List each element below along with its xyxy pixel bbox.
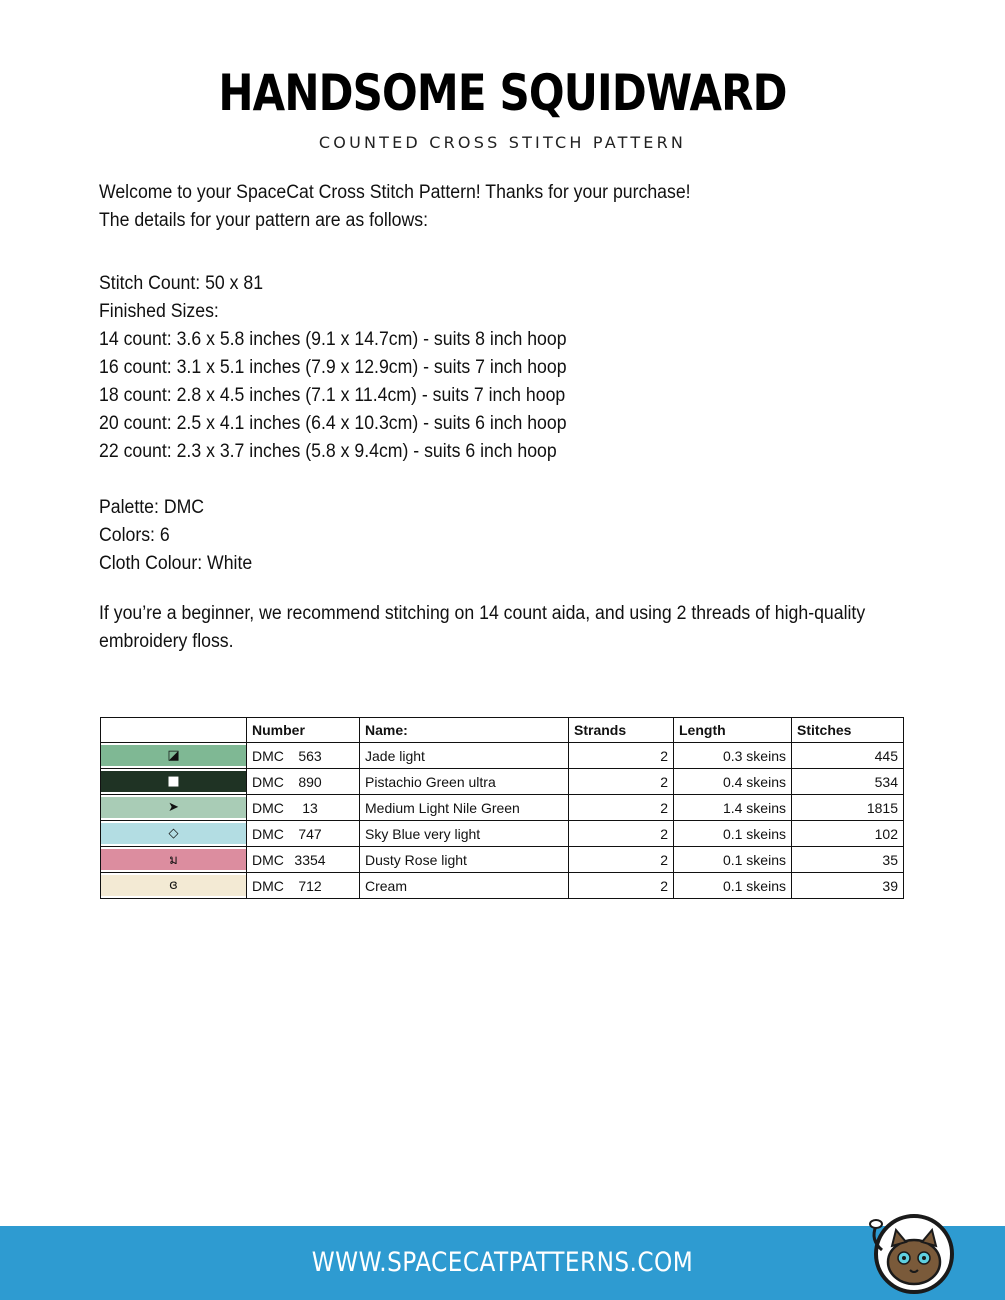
beginner-advice (99, 600, 866, 656)
floss-stitches: 1815 (792, 795, 904, 821)
header-stitches: Stitches (792, 718, 904, 743)
floss-length: 1.4 skeins (674, 795, 792, 821)
table-row (101, 795, 904, 821)
size-line: 18 count: 2.8 x 4.5 inches (7.1 x 11.4cm) - suits 7 inch hoop (99, 385, 566, 406)
floss-number-cell (247, 743, 360, 769)
color-swatch-cell (101, 743, 247, 769)
color-swatch-cell (101, 847, 247, 873)
header-swatch (101, 718, 247, 743)
intro-line: The details for your pattern are as follows: (99, 210, 429, 231)
floss-strands: 2 (569, 743, 674, 769)
table-row (101, 743, 904, 769)
floss-brand: DMC (252, 877, 284, 894)
stitch-symbol-icon: ◇ (168, 826, 179, 841)
stitch-count: Stitch Count: 50 x 81 (99, 273, 264, 294)
floss-brand: DMC (252, 851, 284, 868)
floss-number: 13 (302, 799, 318, 816)
table-row (101, 873, 904, 899)
floss-strands: 2 (569, 873, 674, 899)
floss-number-cell (247, 821, 360, 847)
floss-stitches: 35 (792, 847, 904, 873)
floss-name: Dusty Rose light (360, 847, 569, 873)
floss-table (100, 717, 904, 899)
stitch-symbol-icon: ◪ (167, 748, 180, 763)
pattern-details (99, 270, 862, 466)
table-header-row (101, 718, 904, 743)
color-swatch-cell (101, 769, 247, 795)
floss-strands: 2 (569, 847, 674, 873)
floss-number-cell (247, 873, 360, 899)
floss-length: 0.1 skeins (674, 847, 792, 873)
cloth-line: Cloth Colour: White (99, 553, 253, 574)
floss-brand: DMC (252, 773, 284, 790)
size-line: 16 count: 3.1 x 5.1 inches (7.9 x 12.9cm) - suits 7 inch hoop (99, 357, 567, 378)
stitch-symbol-icon: ม (169, 853, 178, 868)
intro-line: Welcome to your SpaceCat Cross Stitch Pattern! Thanks for your purchase! (99, 182, 691, 203)
advice-line: If you’re a beginner, we recommend stitching on 14 count aida, and using 2 threads of high-quality (99, 603, 866, 624)
color-swatch (101, 745, 246, 766)
size-line: 20 count: 2.5 x 4.1 inches (6.4 x 10.3cm) - suits 6 inch hoop (99, 413, 567, 434)
size-line: 22 count: 2.3 x 3.7 inches (5.8 x 9.4cm) - suits 6 inch hoop (99, 441, 557, 462)
color-swatch (101, 849, 246, 870)
intro-text (99, 179, 862, 235)
color-swatch (101, 797, 246, 818)
header-strands: Strands (569, 718, 674, 743)
table-row (101, 821, 904, 847)
color-swatch-cell (101, 873, 247, 899)
floss-length: 0.4 skeins (674, 769, 792, 795)
floss-number-cell (247, 795, 360, 821)
footer-bar (0, 1226, 1005, 1300)
header-name: Name: (360, 718, 569, 743)
header-number: Number (247, 718, 360, 743)
floss-number: 890 (298, 773, 322, 790)
footer-url[interactable]: WWW.SPACECATPATTERNS.COM (311, 1247, 694, 1278)
stitch-symbol-icon: ■ (167, 774, 180, 789)
floss-number-cell (247, 769, 360, 795)
floss-number: 3354 (294, 851, 326, 868)
color-swatch (101, 823, 246, 844)
floss-number: 563 (298, 747, 322, 764)
table-row (101, 769, 904, 795)
palette-details (99, 494, 862, 578)
floss-number: 712 (298, 877, 322, 894)
advice-line: embroidery floss. (99, 631, 234, 652)
floss-strands: 2 (569, 769, 674, 795)
color-swatch-cell (101, 795, 247, 821)
pattern-title: HANDSOME SQUIDWARD (218, 64, 787, 122)
floss-brand: DMC (252, 825, 284, 842)
color-swatch-cell (101, 821, 247, 847)
floss-number: 747 (298, 825, 322, 842)
floss-stitches: 534 (792, 769, 904, 795)
floss-stitches: 445 (792, 743, 904, 769)
floss-name: Cream (360, 873, 569, 899)
floss-stitches: 102 (792, 821, 904, 847)
colors-line: Colors: 6 (99, 525, 170, 546)
floss-stitches: 39 (792, 873, 904, 899)
floss-brand: DMC (252, 799, 284, 816)
stitch-symbol-icon: ➤ (168, 800, 179, 815)
color-swatch (101, 771, 246, 792)
floss-name: Pistachio Green ultra (360, 769, 569, 795)
floss-name: Sky Blue very light (360, 821, 569, 847)
floss-number-cell (247, 847, 360, 873)
floss-brand: DMC (252, 747, 284, 764)
stitch-symbol-icon: ɞ (169, 878, 178, 893)
header-length: Length (674, 718, 792, 743)
size-line: 14 count: 3.6 x 5.8 inches (9.1 x 14.7cm) - suits 8 inch hoop (99, 329, 567, 350)
finished-sizes-label: Finished Sizes: (99, 301, 219, 322)
table-row (101, 847, 904, 873)
floss-length: 0.1 skeins (674, 873, 792, 899)
color-swatch (101, 875, 246, 896)
floss-strands: 2 (569, 821, 674, 847)
pattern-subtitle: COUNTED CROSS STITCH PATTERN (318, 133, 687, 152)
floss-length: 0.3 skeins (674, 743, 792, 769)
spacecat-logo-icon (862, 1210, 962, 1300)
floss-length: 0.1 skeins (674, 821, 792, 847)
floss-name: Medium Light Nile Green (360, 795, 569, 821)
floss-strands: 2 (569, 795, 674, 821)
palette-line: Palette: DMC (99, 497, 205, 518)
floss-name: Jade light (360, 743, 569, 769)
